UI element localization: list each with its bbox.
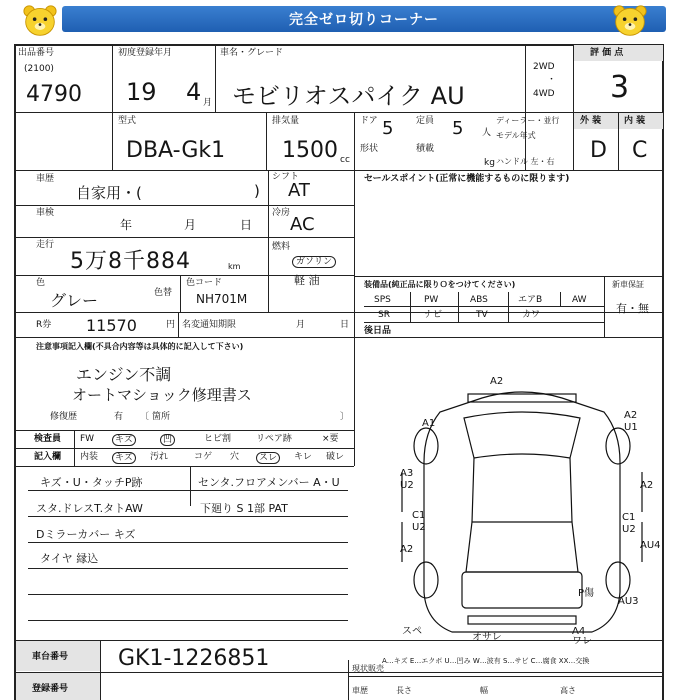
page-title: 完全ゼロ切りコーナー xyxy=(62,6,666,32)
inspector-item: 凹 xyxy=(160,434,175,446)
car-damage-diagram xyxy=(372,372,672,644)
lot-sub: (2100) xyxy=(24,64,54,74)
registration-label: 登録番号 xyxy=(32,684,69,694)
equipment-label: 装備品(純正品に限りＯをつけてください) xyxy=(364,280,516,289)
repair-location: 箇所 xyxy=(152,412,171,422)
chassis-label: 車台番号 xyxy=(32,652,69,662)
equip-pw: PW xyxy=(424,295,439,305)
equip-navi: ナビ xyxy=(424,310,443,320)
color-code: NH701M xyxy=(196,292,248,306)
remark-line: スタ.ドレスT.タトAW xyxy=(36,502,143,515)
model-year-label: モデル年式 xyxy=(496,131,536,140)
inspector-item: コゲ xyxy=(194,452,213,462)
inspector-item: ヒビ割 xyxy=(204,434,232,444)
equip-airbag: エアB xyxy=(518,295,543,305)
repair-close: 〕 xyxy=(340,412,350,422)
equip-tv: TV xyxy=(476,310,488,320)
displacement-value: 1500 xyxy=(282,138,338,163)
shift-label: シフト xyxy=(272,172,300,182)
color-label: 色 xyxy=(36,278,46,288)
tax-label: R券 xyxy=(36,320,52,330)
remark-line: タイヤ 縁込 xyxy=(40,552,99,565)
damage-mark: ワレ xyxy=(572,636,592,644)
footer-item: 長さ xyxy=(396,686,412,695)
damage-mark: U2 xyxy=(400,480,414,491)
color-value: グレー xyxy=(50,291,99,310)
ac-value: AC xyxy=(290,214,315,235)
damage-mark: AU4 xyxy=(640,540,661,551)
mileage-unit: km xyxy=(228,262,241,271)
inspector-item: リペア跡 xyxy=(256,434,292,444)
history-close: ) xyxy=(254,182,260,200)
sales-point-label: セールスポイント(正常に機能するものに限ります) xyxy=(364,174,570,184)
load-unit: kg xyxy=(484,158,495,168)
first-reg-month: 4 xyxy=(186,78,202,106)
damage-mark: U2 xyxy=(622,524,636,535)
damage-mark: A4 xyxy=(572,626,586,637)
remark-line: Dミラーカバー キズ xyxy=(36,528,136,541)
rear-items-label: 後日品 xyxy=(364,326,392,336)
chassis-number: GK1-1226851 xyxy=(118,646,270,671)
mileage-value: 5万8千884 xyxy=(70,249,191,274)
inspector-item: キズ xyxy=(112,452,136,464)
first-reg-label: 初度登録年月 xyxy=(118,48,173,58)
fuel-value: ガソリン xyxy=(292,256,336,268)
damage-mark: C1 xyxy=(412,510,426,521)
damage-mark: U1 xyxy=(624,422,638,433)
inspector-label-2: 記入欄 xyxy=(34,452,62,462)
remark-line: センタ.フロアメンバー A・U xyxy=(198,476,340,489)
damage-mark: AU3 xyxy=(618,596,639,607)
remark-line: 下廻り S 1部 PAT xyxy=(200,502,288,515)
header-banner xyxy=(0,0,700,42)
inspector-item: ×要 xyxy=(322,434,339,444)
bear-mascot-icon xyxy=(22,4,58,38)
history-label: 車歴 xyxy=(36,174,55,184)
type-label: 型式 xyxy=(118,116,137,126)
inspector-item: 内装 xyxy=(80,452,99,462)
car-name-label: 車名・グレード xyxy=(220,48,284,58)
inspection-day-unit: 日 xyxy=(240,218,253,232)
exterior-label: 外 装 xyxy=(580,116,602,126)
shift-value: AT xyxy=(288,180,310,201)
tax-unit: 円 xyxy=(166,320,176,330)
inspection-year-unit: 年 xyxy=(120,218,133,232)
interior-grade: C xyxy=(632,138,648,163)
inspection-label: 車検 xyxy=(36,208,55,218)
lot-label: 出品番号 xyxy=(18,48,55,58)
capacity-label: 定員 xyxy=(416,116,435,126)
history-value: 自家用・( xyxy=(76,184,142,202)
first-reg-year: 19 xyxy=(126,78,157,106)
equip-aw: AW xyxy=(572,295,587,305)
damage-mark: オサレ xyxy=(472,632,502,643)
damage-mark: A2 xyxy=(640,480,654,491)
notes-line-1: エンジン不調 xyxy=(76,365,172,384)
fuel-alt: 軽 油 xyxy=(294,274,320,287)
mileage-label: 走行 xyxy=(36,240,55,250)
equip-sr: SR xyxy=(378,310,390,320)
name-change-day-unit: 日 xyxy=(340,320,350,330)
inspector-item: スレ xyxy=(256,452,280,464)
inspector-item: 穴 xyxy=(230,452,240,462)
notes-line-2: オートマショック修理書ス xyxy=(72,386,252,404)
color-tone-label: 色替 xyxy=(154,288,173,298)
exterior-grade: D xyxy=(590,138,607,163)
diagram-legend: A…キズ E…エクボ U…凹み W…波有 S…サビ C…腐食 XX…交換 xyxy=(382,657,590,665)
tax-value: 11570 xyxy=(86,316,137,335)
color-code-label: 色コード xyxy=(186,278,223,288)
bear-mascot-icon xyxy=(612,4,648,38)
damage-mark: スペ xyxy=(402,626,422,637)
name-change-month-unit: 月 xyxy=(296,320,306,330)
damage-mark: A2 xyxy=(490,376,504,387)
drive-2wd: 2WD xyxy=(533,62,555,72)
new-car-warranty-label: 新車保証 xyxy=(612,280,644,289)
name-change-label: 名変通知期限 xyxy=(182,320,237,330)
door-value: 5 xyxy=(382,118,394,139)
type-value: DBA-Gk1 xyxy=(126,138,226,163)
load-label: 積載 xyxy=(416,144,435,154)
damage-mark: A2 xyxy=(624,410,638,421)
footer-item: 現状販売 xyxy=(352,664,384,673)
car-model-name: モビリオスパイク AU xyxy=(232,82,465,110)
displacement-label: 排気量 xyxy=(272,116,300,126)
dealer-label: ディーラー・並行 xyxy=(496,116,560,125)
door-label: ドア xyxy=(360,116,378,126)
handle-label: ハンドル 左・右 xyxy=(496,157,555,166)
repair-value: 有 xyxy=(114,412,124,422)
inspector-item: FW xyxy=(80,434,95,444)
eval-score: 3 xyxy=(610,70,630,105)
repair-label: 修復歴 xyxy=(50,412,78,422)
damage-mark: A1 xyxy=(422,418,436,429)
warranty-value: 有・無 xyxy=(616,302,649,315)
footer-item: 車歴 xyxy=(352,686,368,695)
remark-line: キズ・U・タッチP跡 xyxy=(40,476,143,489)
damage-mark: A3 xyxy=(400,468,414,479)
damage-mark: C1 xyxy=(622,512,636,523)
ac-label: 冷房 xyxy=(272,208,291,218)
capacity-value: 5 xyxy=(452,118,464,139)
displacement-unit: cc xyxy=(340,155,350,165)
fuel-label: 燃料 xyxy=(272,242,291,252)
eval-label: 評 価 点 xyxy=(590,48,624,58)
inspection-month-unit: 月 xyxy=(184,218,197,232)
capacity-unit: 人 xyxy=(482,128,492,138)
repair-open: 〔 xyxy=(140,412,150,422)
footer-item: 高さ xyxy=(560,686,576,695)
inspector-item: 破レ xyxy=(326,452,345,462)
lot-number: 4790 xyxy=(26,82,82,107)
equip-sps: SPS xyxy=(374,295,391,305)
drive-4wd: 4WD xyxy=(533,89,555,99)
inspector-item: 汚れ xyxy=(150,452,169,462)
damage-mark: A2 xyxy=(400,544,414,555)
shape-label: 形状 xyxy=(360,144,379,154)
interior-label: 内 装 xyxy=(624,116,646,126)
damage-mark: U2 xyxy=(412,522,426,533)
footer-item: 幅 xyxy=(480,686,488,695)
equip-abs: ABS xyxy=(470,295,488,305)
inspector-item: キズ xyxy=(112,434,136,446)
first-reg-month-unit: 月 xyxy=(203,98,213,108)
inspector-item: キレ xyxy=(294,452,312,462)
inspector-label-1: 検査員 xyxy=(34,434,62,444)
damage-mark: P傷 xyxy=(578,588,595,599)
equip-leather: カワ xyxy=(522,310,541,320)
notes-label: 注意事項記入欄(不具合内容等は具体的に記入して下さい) xyxy=(36,342,244,351)
